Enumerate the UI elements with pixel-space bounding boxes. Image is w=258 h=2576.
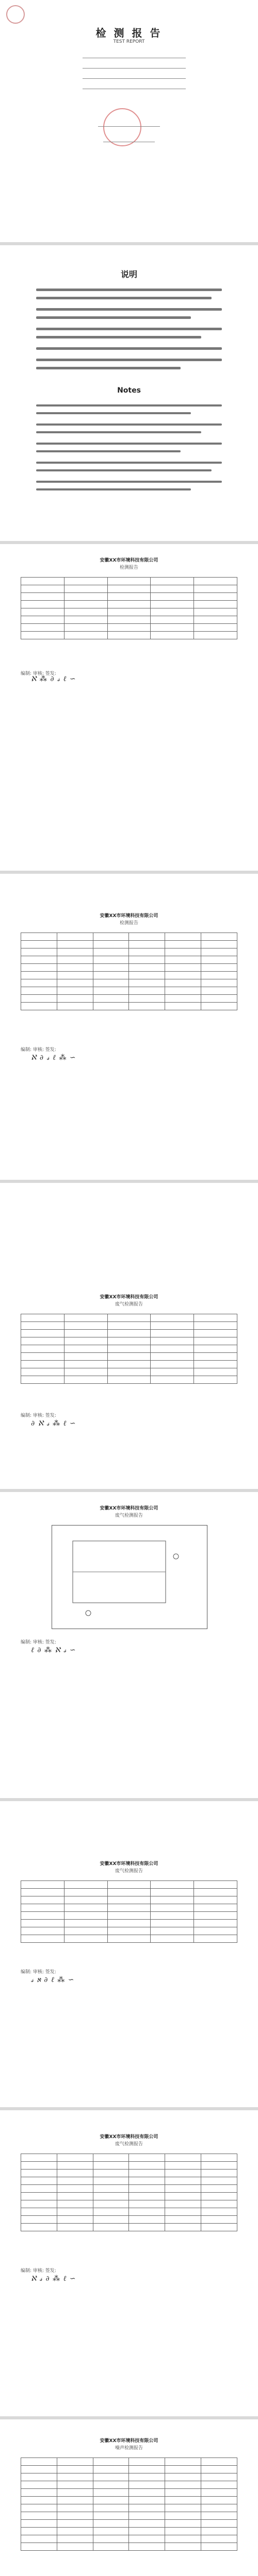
signature: ℵ ⁂ ∂ 𝓈 ℓ ∽ xyxy=(31,675,76,683)
page-header: 安徽XX市环境科技有限公司 xyxy=(100,1861,158,1867)
sign-text: 编制: 审核: 签发: xyxy=(21,1970,56,1975)
data-table xyxy=(21,2154,237,2231)
page-subheader: 检测报告 xyxy=(119,565,138,570)
page-subheader: 废气检测报告 xyxy=(115,1513,143,1518)
data-table xyxy=(21,1314,237,1384)
signature: ℵ ∂ 𝓈 ℓ ⁂ ∽ xyxy=(31,1054,76,1062)
sign-text: 编制: 审核: 签发: xyxy=(21,1413,56,1418)
data-table xyxy=(21,933,237,1010)
page-subheader: 废气检测报告 xyxy=(115,1869,143,1874)
page-header: 安徽XX市环境科技有限公司 xyxy=(100,1506,158,1511)
data-table xyxy=(21,577,237,639)
sign-text: 编制: 审核: 签发: xyxy=(21,1640,56,1645)
report-subtitle: TEST REPORT xyxy=(113,39,145,44)
site-sketch xyxy=(52,1526,207,1629)
cover-page xyxy=(0,0,258,227)
report-page-4 xyxy=(0,1494,258,1783)
signature: 𝓈 ℵ ∂ ℓ ⁂ ∽ xyxy=(31,1976,75,1984)
report-page-1 xyxy=(0,546,258,835)
page-header: 安徽XX市环境科技有限公司 xyxy=(100,2438,158,2444)
page-subheader: 废气检测报告 xyxy=(115,2142,143,2147)
sampling-diagram xyxy=(52,1525,207,1629)
data-table xyxy=(21,1880,237,1943)
notice-page xyxy=(0,247,258,536)
signature: ∂ ℵ 𝓈 ⁂ ℓ ∽ xyxy=(31,1419,76,1428)
page-header: 安徽XX市环境科技有限公司 xyxy=(100,913,158,919)
report-page-6 xyxy=(0,2112,258,2401)
company-seal xyxy=(103,108,141,146)
sign-text: 编制: 审核: 签发: xyxy=(21,671,56,676)
notice-title: 说明 xyxy=(120,269,137,279)
page-subheader: 噪声检测报告 xyxy=(115,2446,143,2451)
page-subheader: 检测报告 xyxy=(119,921,138,926)
data-table xyxy=(21,2458,237,2551)
sign-text: 编制: 审核: 签发: xyxy=(21,2268,56,2274)
page-header: 安徽XX市环境科技有限公司 xyxy=(100,1295,158,1300)
page-header: 安徽XX市环境科技有限公司 xyxy=(100,558,158,563)
logo-seal xyxy=(6,5,25,24)
report-page-3 xyxy=(0,1185,258,1473)
report-title: 检 测 报 告 xyxy=(95,27,163,39)
page-header: 安徽XX市环境科技有限公司 xyxy=(100,2134,158,2140)
report-page-5 xyxy=(0,1803,258,2092)
signature: ℓ ∂ ⁂ ℵ 𝓈 ∽ xyxy=(31,1646,76,1654)
page-subheader: 废气检测报告 xyxy=(115,1302,143,1307)
report-page-2 xyxy=(0,876,258,1164)
sign-text: 编制: 审核: 签发: xyxy=(21,1047,56,1053)
notice-en-title: Notes xyxy=(117,386,141,395)
report-page-7 xyxy=(0,2421,258,2576)
signature: ℵ 𝓈 ∂ ⁂ ℓ ∽ xyxy=(31,2275,76,2283)
